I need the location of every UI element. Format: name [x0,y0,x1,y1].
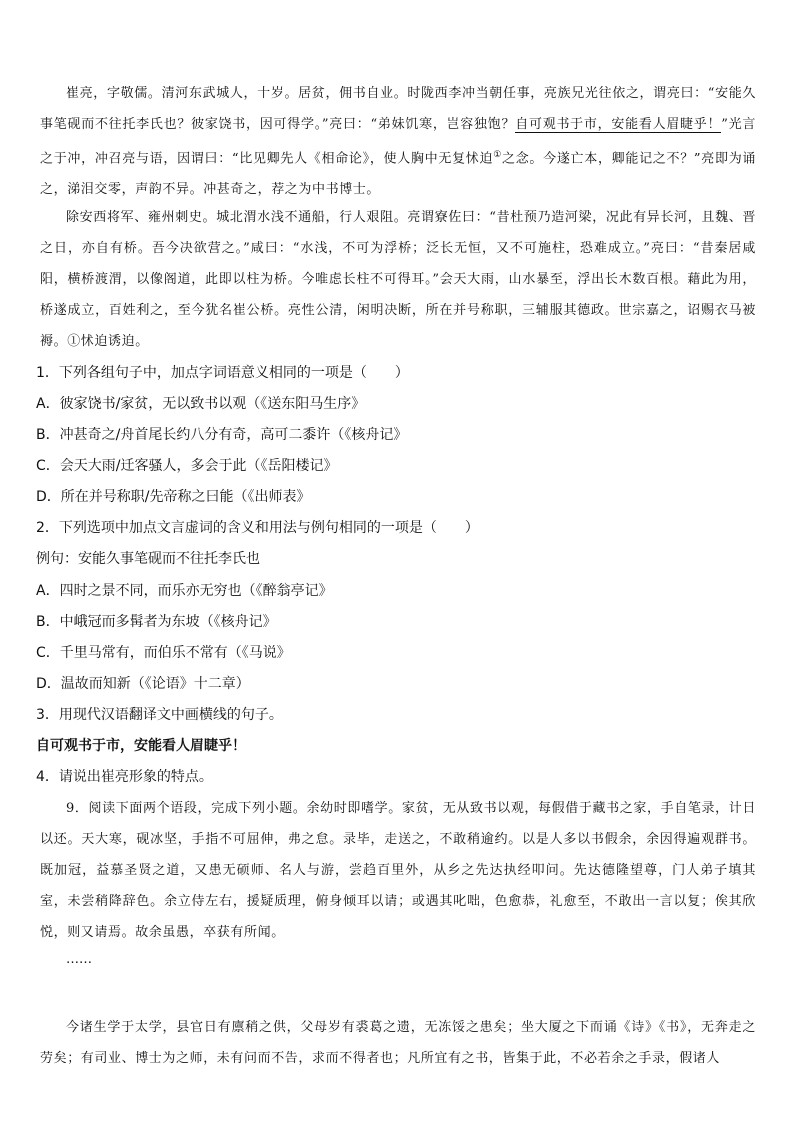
question-2-option-c: C．千里马常有，而伯乐不常有（《马说》 [36,645,291,661]
passage2-paragraph1: 9．阅读下面两个语段，完成下列小题。余幼时即嗜学。家贫，无从致书以观，每假借于藏书之家，手自笔录，计日以还。天大寒，砚冰坚，手指不可屈伸，弗之怠。录毕，走送之，不敢稍逾约。以是人多以书假余，余因得遍观群书。既加冠，益慕圣贤之道，又患无硕师、名人与游，尝趋百里外，从乡之先达执经叩问。先达德隆望尊，门人弟子填其室，未尝稍降辞色。余立侍左右，援疑质理，俯身倾耳以请；或遇其叱咄，色愈恭，礼愈至，不敢出一言以复；俟其欣悦，则又请焉。故余虽愚，卒获有所闻。 [40,801,756,940]
question-3: 3．用现代汉语翻译文中画横线的句子。 [36,707,283,723]
passage1-text-c: 之念。今遂亡本，卿能记之不？”亮即为诵之，涕泪交零，声韵不异。冲甚奇之，荐之为中书博士。 [40,151,757,198]
passage1-paragraph2: 除安西将军、雍州刺史。城北渭水浅不通船，行人艰阻。亮谓寮佐曰：“昔杜预乃造河梁，况此有异长河，且魏、晋之日，亦自有桥。吾今决欲营之。”咸曰：“水浅，不可为浮桥；泛长无恒，又不可施柱，恐难成立。”亮曰：“昔秦居咸阳，横桥渡渭，以像阁道，此即以柱为桥。今唯虑长柱不可得耳。”会天大雨，山水暴至，浮出长木数百根。藉此为用，桥遂成立，百姓利之，至今犹名崔公桥。亮性公清，闲明决断，所在并号称职，三辅服其德政。世宗嘉之，诏赐衣马被褥。①怵迫诱迫。 [40,210,756,349]
footnote-marker: ① [493,150,503,160]
passage2-paragraph3: 今诸生学于太学，县官日有廪稍之供，父母岁有裘葛之遗，无冻馁之患矣；坐大厦之下而诵《诗》《书》，无奔走之劳矣；有司业、博士为之师，未有问而不告，求而不得者也；凡所宜有之书，皆集于此，不必若余之手录，假诸人 [40,1020,756,1066]
question-2-example: 例句：安能久事笔砚而不往托李氏也 [36,551,260,567]
question-1-option-b: B．冲甚奇之/舟首尾长约八分有奇，高可二黍许（《核舟记》 [36,427,408,443]
question-4: 4．请说出崔亮形象的特点。 [36,769,213,785]
question-1: 1．下列各组句子中，加点字词语意义相同的一项是（ ） [36,365,409,381]
question-2-option-a: A．四时之景不同，而乐亦无穷也（《醉翁亭记》 [36,583,333,599]
question-2-option-d: D．温故而知新（《论语》十二章） [36,676,250,692]
passage1-text-a: 崔亮，字敬儒。清河东武城人，十岁。居贫，佣书自业。时陇西李冲当朝任事，亮族兄光往依之，谓亮曰：“安能久事笔砚而不往托李氏也？彼家饶书，因可得学。”亮曰：“弟妹饥寒，岂容独饱？ [40,86,756,132]
question-1-option-d: D．所在并号称职/先帝称之曰能（《出师表》 [36,489,311,505]
question-2: 2．下列选项中加点文言虚词的含义和用法与例句相同的一项是（ ） [36,520,479,536]
passage1-paragraph1 [40,78,756,205]
question-1-option-a: A．彼家饶书/家贫，无以致书以观（《送东阳马生序》 [36,396,366,412]
question-3-sentence: 自可观书于市，安能看人眉睫乎！ [36,738,246,754]
underlined-sentence: 自可观书于市，安能看人眉睫乎！ [515,117,722,132]
ellipsis: …… [66,952,92,967]
question-1-option-c: C．会天大雨/迁客骚人，多会于此（《岳阳楼记》 [36,458,338,474]
question-2-option-b: B．中峨冠而多髯者为东坡（《核舟记》 [36,614,277,630]
passage1-text-b: ”光言之于冲，冲召亮与语，因谓曰：“比见卿先人《相命论》，使人胸中无复怵迫 [40,117,756,167]
